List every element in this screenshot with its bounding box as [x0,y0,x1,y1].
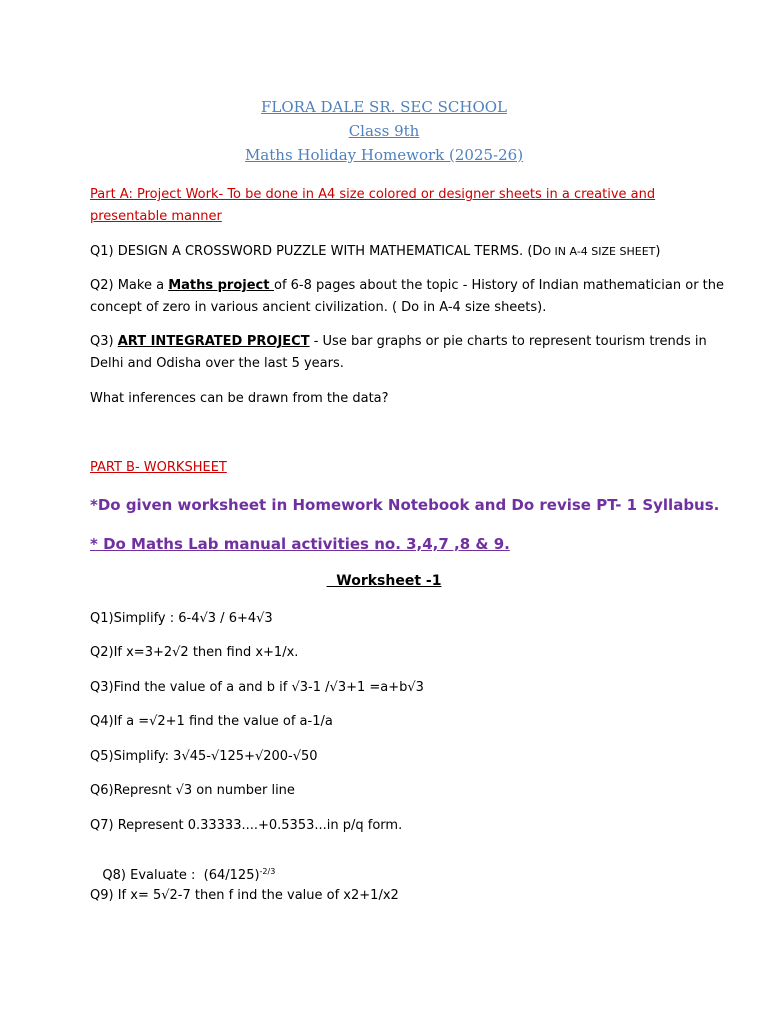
worksheet-q9: Q9) If x= 5√2-7 then f ind the value of x2+1/x2 [90,888,399,903]
worksheet-q6: Q6)Represnt √3 on number line [90,783,295,798]
worksheet-q7: Q7) Represent 0.33333....+0.5353...in p/q form. [90,818,403,833]
part-b-heading: PART B- WORKSHEET [90,460,227,475]
q2-rest: of 6-8 pages about the topic - History of Indian mathematician or the [274,278,725,293]
worksheet-q2: Q2)If x=3+2√2 then find x+1/x. [90,645,299,660]
q3-rest: - Use bar graphs or pie charts to represent tourism trends in [309,334,707,349]
q8-base: Q8) Evaluate : (64/125) [98,868,260,883]
school-name: FLORA DALE SR. SEC SCHOOL [260,98,508,116]
part-a-heading-cont: presentable manner [90,209,222,224]
worksheet-q8 [90,852,275,883]
part-a-inference: What inferences can be drawn from the data? [90,391,389,406]
document-title: Maths Holiday Homework (2025-26) [244,146,524,164]
q8-exponent: -2/3 [259,867,276,876]
worksheet-q1: Q1)Simplify : 6-4√3 / 6+4√3 [90,611,273,626]
worksheet-title: Worksheet -1 [326,573,442,589]
part-a-q2 [90,278,724,293]
q1-small-caps: O IN A-4 SIZE SHEET [542,245,656,258]
part-b-instruction-2: * Do Maths Lab manual activities no. 3,4,7 ,8 & 9. [90,535,510,553]
worksheet-q5: Q5)Simplify: 3√45-√125+√200-√50 [90,749,318,764]
worksheet-q4: Q4)If a =√2+1 find the value of a-1/a [90,714,333,729]
q2-prefix: Q2) Make a [90,278,169,293]
part-a-q1 [90,244,660,259]
part-a-q3 [90,334,707,349]
part-a-q2-line2: concept of zero in various ancient civilization. ( Do in A-4 size sheets). [90,300,547,315]
q1-text: Q1) DESIGN A CROSSWORD PUZZLE WITH MATHEMATICAL TERMS. (D [90,244,543,259]
part-a-heading: Part A: Project Work- To be done in A4 size colored or designer sheets in a creative and [90,187,656,202]
part-b-instruction-1: *Do given worksheet in Homework Notebook and Do revise PT- 1 Syllabus. [90,496,720,514]
q3-prefix: Q3) [90,334,118,349]
q1-suffix: ) [655,244,661,259]
worksheet-q3: Q3)Find the value of a and b if √3-1 /√3+1 =a+b√3 [90,680,424,695]
q3-bold: ART INTEGRATED PROJECT [117,334,310,349]
class-title: Class 9th [348,122,420,140]
q2-bold: Maths project [168,278,274,293]
part-a-q3-line2: Delhi and Odisha over the last 5 years. [90,356,344,371]
